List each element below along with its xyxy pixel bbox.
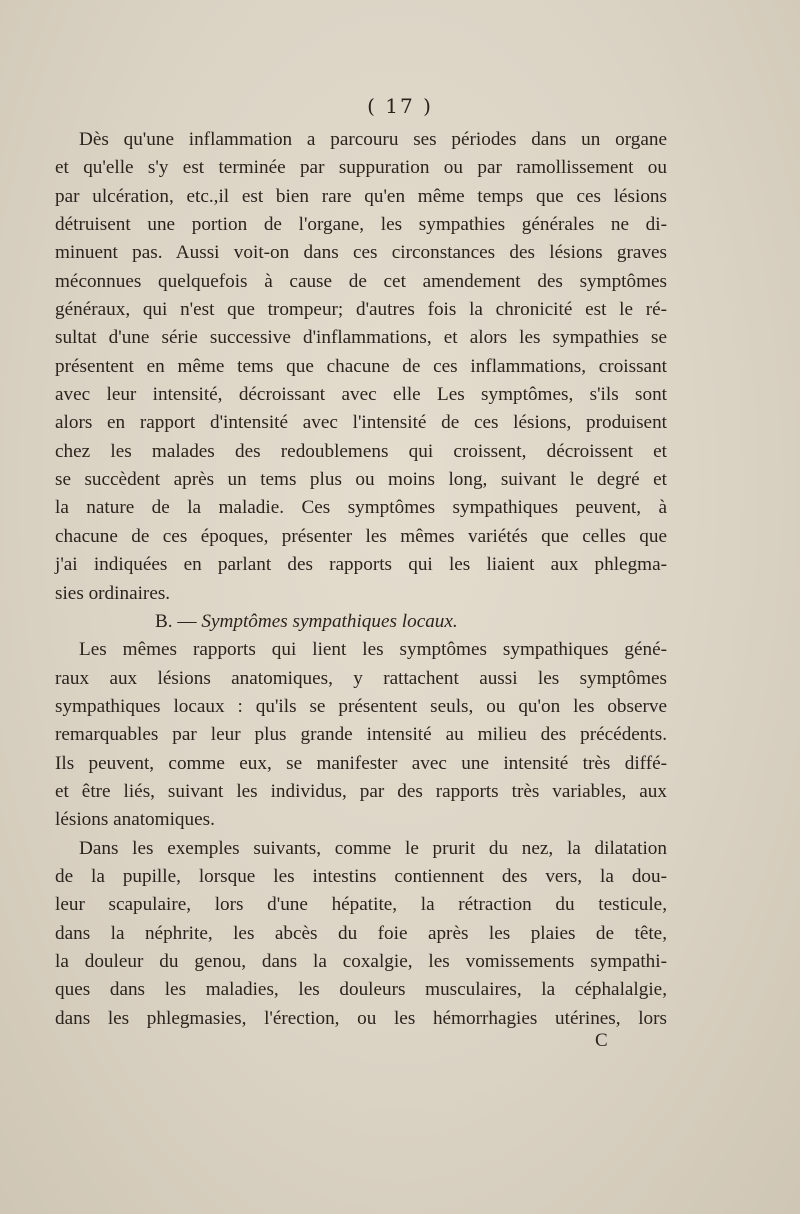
text-line: raux aux lésions anatomiques, y rattachent aussi les symptômes: [55, 667, 667, 689]
text-line: de la pupille, lorsque les intestins contiennent des vers, la dou-: [55, 865, 667, 887]
text-line: sympathiques locaux : qu'ils se présentent seuls, ou qu'on les observe: [55, 695, 667, 717]
text-line: j'ai indiquées en parlant des rapports qui les liaient aux phlegma-: [55, 554, 667, 576]
text-line: Dès qu'une inflammation a parcouru ses périodes dans un organe: [79, 129, 667, 150]
text-line: leur scapulaire, lors d'une hépatite, la rétraction du testicule,: [55, 894, 667, 916]
text-line: se succèdent après un tems plus ou moins long, suivant le degré et: [55, 469, 667, 491]
text-line: sultat d'une série successive d'inflammations, et alors les sympathies se: [55, 327, 667, 349]
text-line: avec leur intensité, décroissant avec elle Les symptômes, s'ils sont: [55, 384, 667, 406]
text-line: chez les malades des redoublemens qui croissent, décroissent et: [55, 440, 667, 462]
text-line: alors en rapport d'intensité avec l'intensité de ces lésions, produisent: [55, 412, 667, 434]
paragraph-3: [55, 835, 667, 1033]
text-line: dans les phlegmasies, l'érection, ou les hémorrhagies utérines, lors: [55, 1007, 667, 1029]
section-heading-title: Symptômes sympathiques locaux.: [201, 610, 458, 632]
text-line: généraux, qui n'est que trompeur; d'autres fois la chronicité est le ré-: [55, 299, 667, 321]
text-line: remarquables par leur plus grande intensité au milieu des précédents.: [55, 724, 667, 746]
body-text: [55, 126, 667, 1033]
page-number: ( 17 ): [367, 94, 433, 118]
text-line: lésions anatomiques.: [55, 809, 215, 831]
text-line: chacune de ces époques, présenter les mêmes variétés que celles que: [55, 525, 667, 547]
text-line: dans la néphrite, les abcès du foie après les plaies de tête,: [55, 922, 667, 944]
paragraph-2: [55, 636, 667, 834]
text-line: méconnues quelquefois à cause de cet amendement des symptômes: [55, 270, 667, 292]
text-line: présentent en même tems que chacune de ces inflammations, croissant: [55, 355, 667, 377]
text-line: et être liés, suivant les individus, par des rapports très variables, aux: [55, 780, 667, 802]
text-line: détruisent une portion de l'organe, les sympathies générales ne di-: [55, 214, 667, 236]
paragraph-1: [55, 126, 667, 608]
text-line: Les mêmes rapports qui lient les symptômes sympathiques géné-: [79, 639, 667, 661]
text-line: Ils peuvent, comme eux, se manifester avec une intensité très diffé-: [55, 752, 667, 774]
section-heading: [55, 608, 667, 636]
text-line: et qu'elle s'y est terminée par suppuration ou par ramollissement ou: [55, 157, 667, 179]
text-line: la nature de la maladie. Ces symptômes sympathiques peuvent, à: [55, 497, 667, 519]
text-line: ques dans les maladies, les douleurs musculaires, la céphalalgie,: [55, 979, 667, 1001]
text-line: minuent pas. Aussi voit-on dans ces circonstances des lésions graves: [55, 242, 667, 264]
text-line: sies ordinaires.: [55, 582, 171, 604]
signature-mark: C: [595, 1030, 608, 1051]
section-heading-prefix: B. —: [155, 610, 197, 632]
text-line: par ulcération, etc.,il est bien rare qu'en même temps que ces lésions: [55, 185, 667, 207]
text-line: la douleur du genou, dans la coxalgie, les vomissements sympathi-: [55, 950, 667, 972]
text-line: Dans les exemples suivants, comme le prurit du nez, la dilatation: [79, 837, 667, 859]
